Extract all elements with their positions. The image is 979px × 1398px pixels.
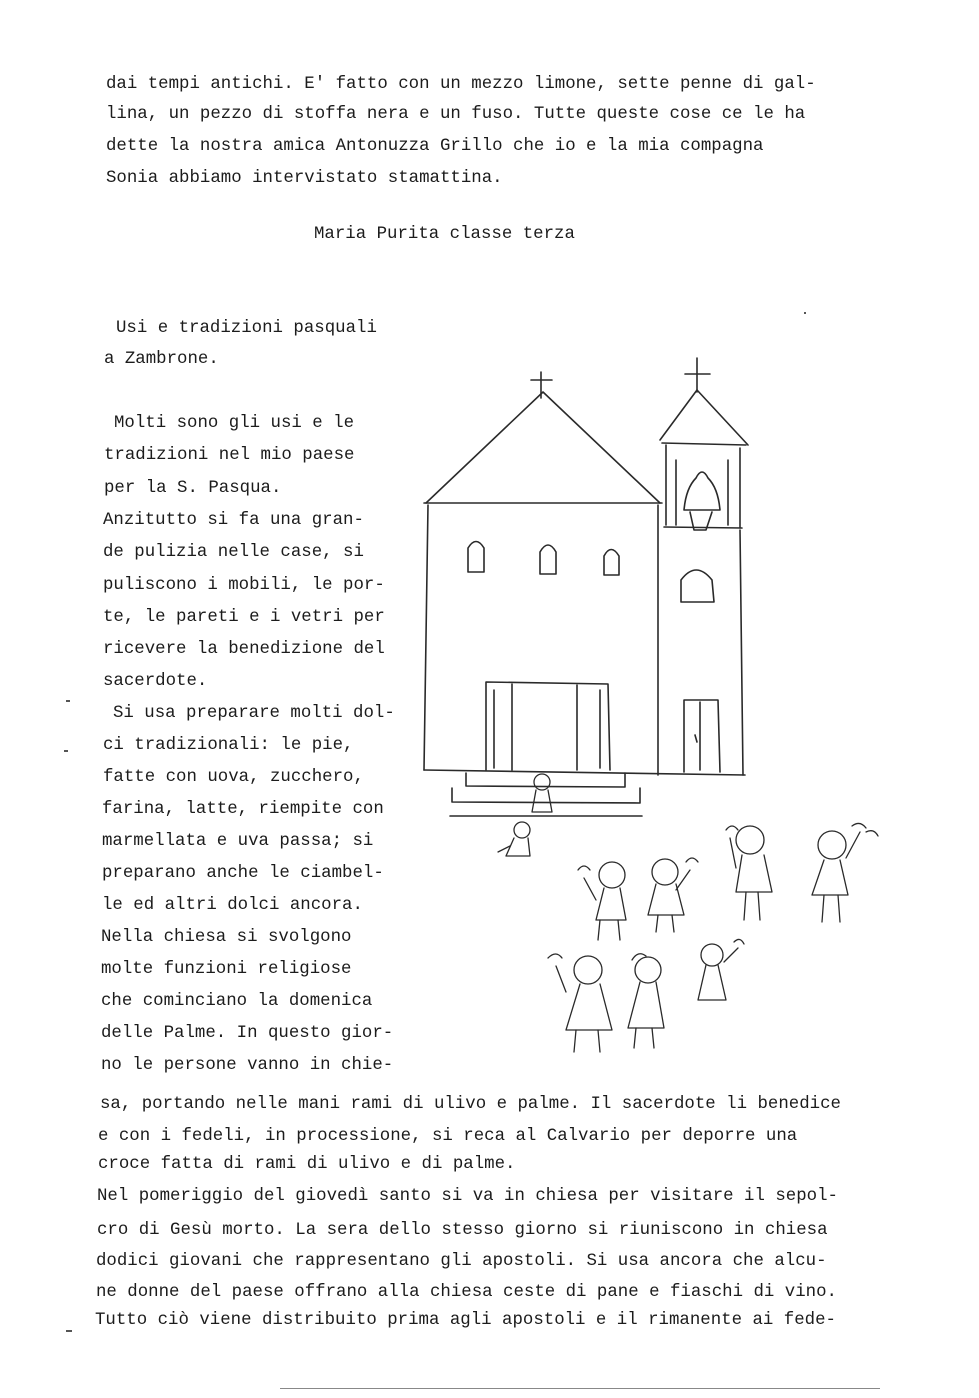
body-line: croce fatta di rami di ulivo e di palme. (98, 1155, 516, 1174)
body-line: marmellata e uva passa; si (102, 832, 374, 851)
scan-speck (804, 312, 806, 314)
body-line: che cominciano la domenica (101, 992, 373, 1011)
body-line: ne donne del paese offrano alla chiesa ceste di pane e fiaschi di vino. (96, 1283, 837, 1302)
scan-speck (66, 1330, 72, 1332)
body-line: Anzitutto si fa una gran- (103, 511, 364, 530)
body-line: sa, portando nelle mani rami di ulivo e palme. Il sacerdote li benedice (100, 1095, 841, 1114)
body-line: per la S. Pasqua. (104, 479, 282, 498)
body-line: no le persone vanno in chie- (101, 1056, 394, 1075)
body-line: dodici giovani che rappresentano gli apostoli. Si usa ancora che alcu- (96, 1252, 827, 1271)
body-line: fatte con uova, zucchero, (103, 768, 364, 787)
scan-speck (64, 750, 68, 752)
body-line: puliscono i mobili, le por- (103, 576, 385, 595)
body-line: Nel pomeriggio del giovedì santo si va in chiesa per visitare il sepol- (97, 1187, 838, 1206)
page-edge-line (280, 1388, 880, 1389)
body-line: sacerdote. (103, 672, 208, 691)
body-line: delle Palme. In questo gior- (101, 1024, 394, 1043)
body-line: cro di Gesù morto. La sera dello stesso giorno si riuniscono in chiesa (97, 1221, 828, 1240)
intro-line: dette la nostra amica Antonuzza Grillo che io e la mia compagna (106, 137, 764, 156)
intro-line: Sonia abbiamo intervistato stamattina. (106, 169, 503, 188)
section-title-line: a Zambrone. (104, 350, 219, 369)
body-line: Si usa preparare molti dol- (113, 704, 395, 723)
body-line: e con i fedeli, in processione, si reca al Calvario per deporre una (98, 1127, 798, 1146)
bell-tower (660, 358, 748, 775)
church-building (424, 372, 745, 816)
body-line: preparano anche le ciambel- (102, 864, 384, 883)
intro-line: lina, un pezzo di stoffa nera e un fuso. Tutte queste cose ce le ha (106, 105, 806, 124)
signature: Maria Purita classe terza (314, 225, 575, 244)
body-line: te, le pareti e i vetri per (103, 608, 385, 627)
body-line: Molti sono gli usi e le (114, 414, 355, 433)
body-line: tradizioni nel mio paese (104, 446, 355, 465)
body-line: Nella chiesa si svolgono (101, 928, 352, 947)
body-line: farina, latte, riempite con (102, 800, 384, 819)
body-line: molte funzioni religiose (101, 960, 352, 979)
body-line: le ed altri dolci ancora. (102, 896, 363, 915)
body-line: ci tradizionali: le pie, (103, 736, 354, 755)
body-line: ricevere la benedizione del (103, 640, 385, 659)
body-line: Tutto ciò viene distribuito prima agli apostoli e il rimanente ai fede- (95, 1311, 836, 1330)
scan-speck (66, 700, 70, 702)
body-line: de pulizia nelle case, si (103, 543, 364, 562)
section-title-line: Usi e tradizioni pasquali (116, 319, 377, 338)
intro-line: dai tempi antichi. E' fatto con un mezzo limone, sette penne di gal- (106, 75, 816, 94)
